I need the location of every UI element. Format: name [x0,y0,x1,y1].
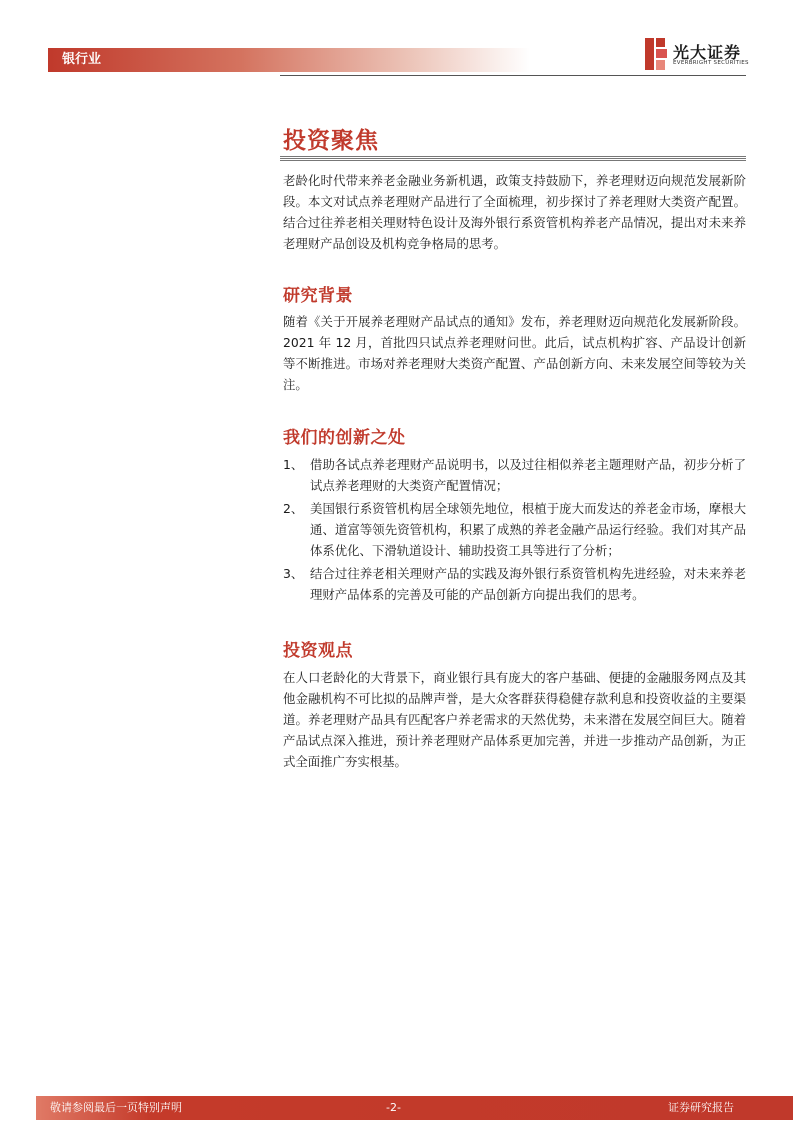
investment-view-paragraph: 在人口老龄化的大背景下，商业银行具有庞大的客户基础、便捷的金融服务网点及其他金融机构不可比拟的品牌声誉，是大众客群获得稳健存款利息和投资收益的主要渠道。养老理财产品具有匹配客户养老需求的天然优势，未来潜在发展空间巨大。随着产品试点深入推进，预计养老理财产品体系更加完善，并进一步推动产品创新，为正式全面推广夯实根基。 [283,670,746,769]
section-title-innovation: 我们的创新之处 [283,428,406,448]
everbright-logo-icon [645,38,667,70]
list-number: 3、 [283,566,304,581]
title-divider [280,156,746,162]
list-number: 2、 [283,501,304,516]
logo-subtitle: EVERBRIGHT SECURITIES [673,60,749,66]
industry-label: 银行业 [62,52,102,67]
list-text: 结合过往养老相关理财产品的实践及海外银行系资管机构先进经验，对未来养老理财产品体系的完善及可能的产品创新方向提出我们的思考。 [310,566,746,602]
page-number: -2- [386,1101,401,1114]
intro-paragraph: 老龄化时代带来养老金融业务新机遇，政策支持鼓励下，养老理财迈向规范发展新阶段。本文对试点养老理财产品进行了全面梳理，初步探讨了养老理财大类资产配置。结合过往养老相关理财特色设计及海外银行系资管机构养老产品情况，提出对未来养老理财产品创设及机构竞争格局的思考。 [283,173,746,251]
background-paragraph: 随着《关于开展养老理财产品试点的通知》发布，养老理财迈向规范化发展新阶段。2021 年 12 月，首批四只试点养老理财问世。此后，试点机构扩容、产品设计创新等不断推进。市场对养老理财大类资产配置、产品创新方向、未来发展空间等较为关注。 [283,314,746,392]
header-divider [280,75,746,76]
list-number: 1、 [283,457,304,472]
header-banner [48,48,530,72]
footer-report-type: 证券研究报告 [668,1101,734,1114]
logo-name: 光大证券 [673,43,742,62]
footer-disclaimer-link: 敬请参阅最后一页特别声明 [50,1101,182,1114]
list-text: 美国银行系资管机构居全球领先地位，根植于庞大而发达的养老金市场，摩根大通、道富等领先资管机构，积累了成熟的养老金融产品运行经验。我们对其产品体系优化、下滑轨道设计、辅助投资工具等进行了分析； [310,501,746,558]
page-title: 投资聚焦 [283,128,379,154]
section-title-background: 研究背景 [283,286,353,306]
section-title-investment-view: 投资观点 [283,641,353,661]
company-logo [645,38,755,72]
list-text: 借助各试点养老理财产品说明书，以及过往相似养老主题理财产品，初步分析了试点养老理财的大类资产配置情况； [310,457,746,493]
